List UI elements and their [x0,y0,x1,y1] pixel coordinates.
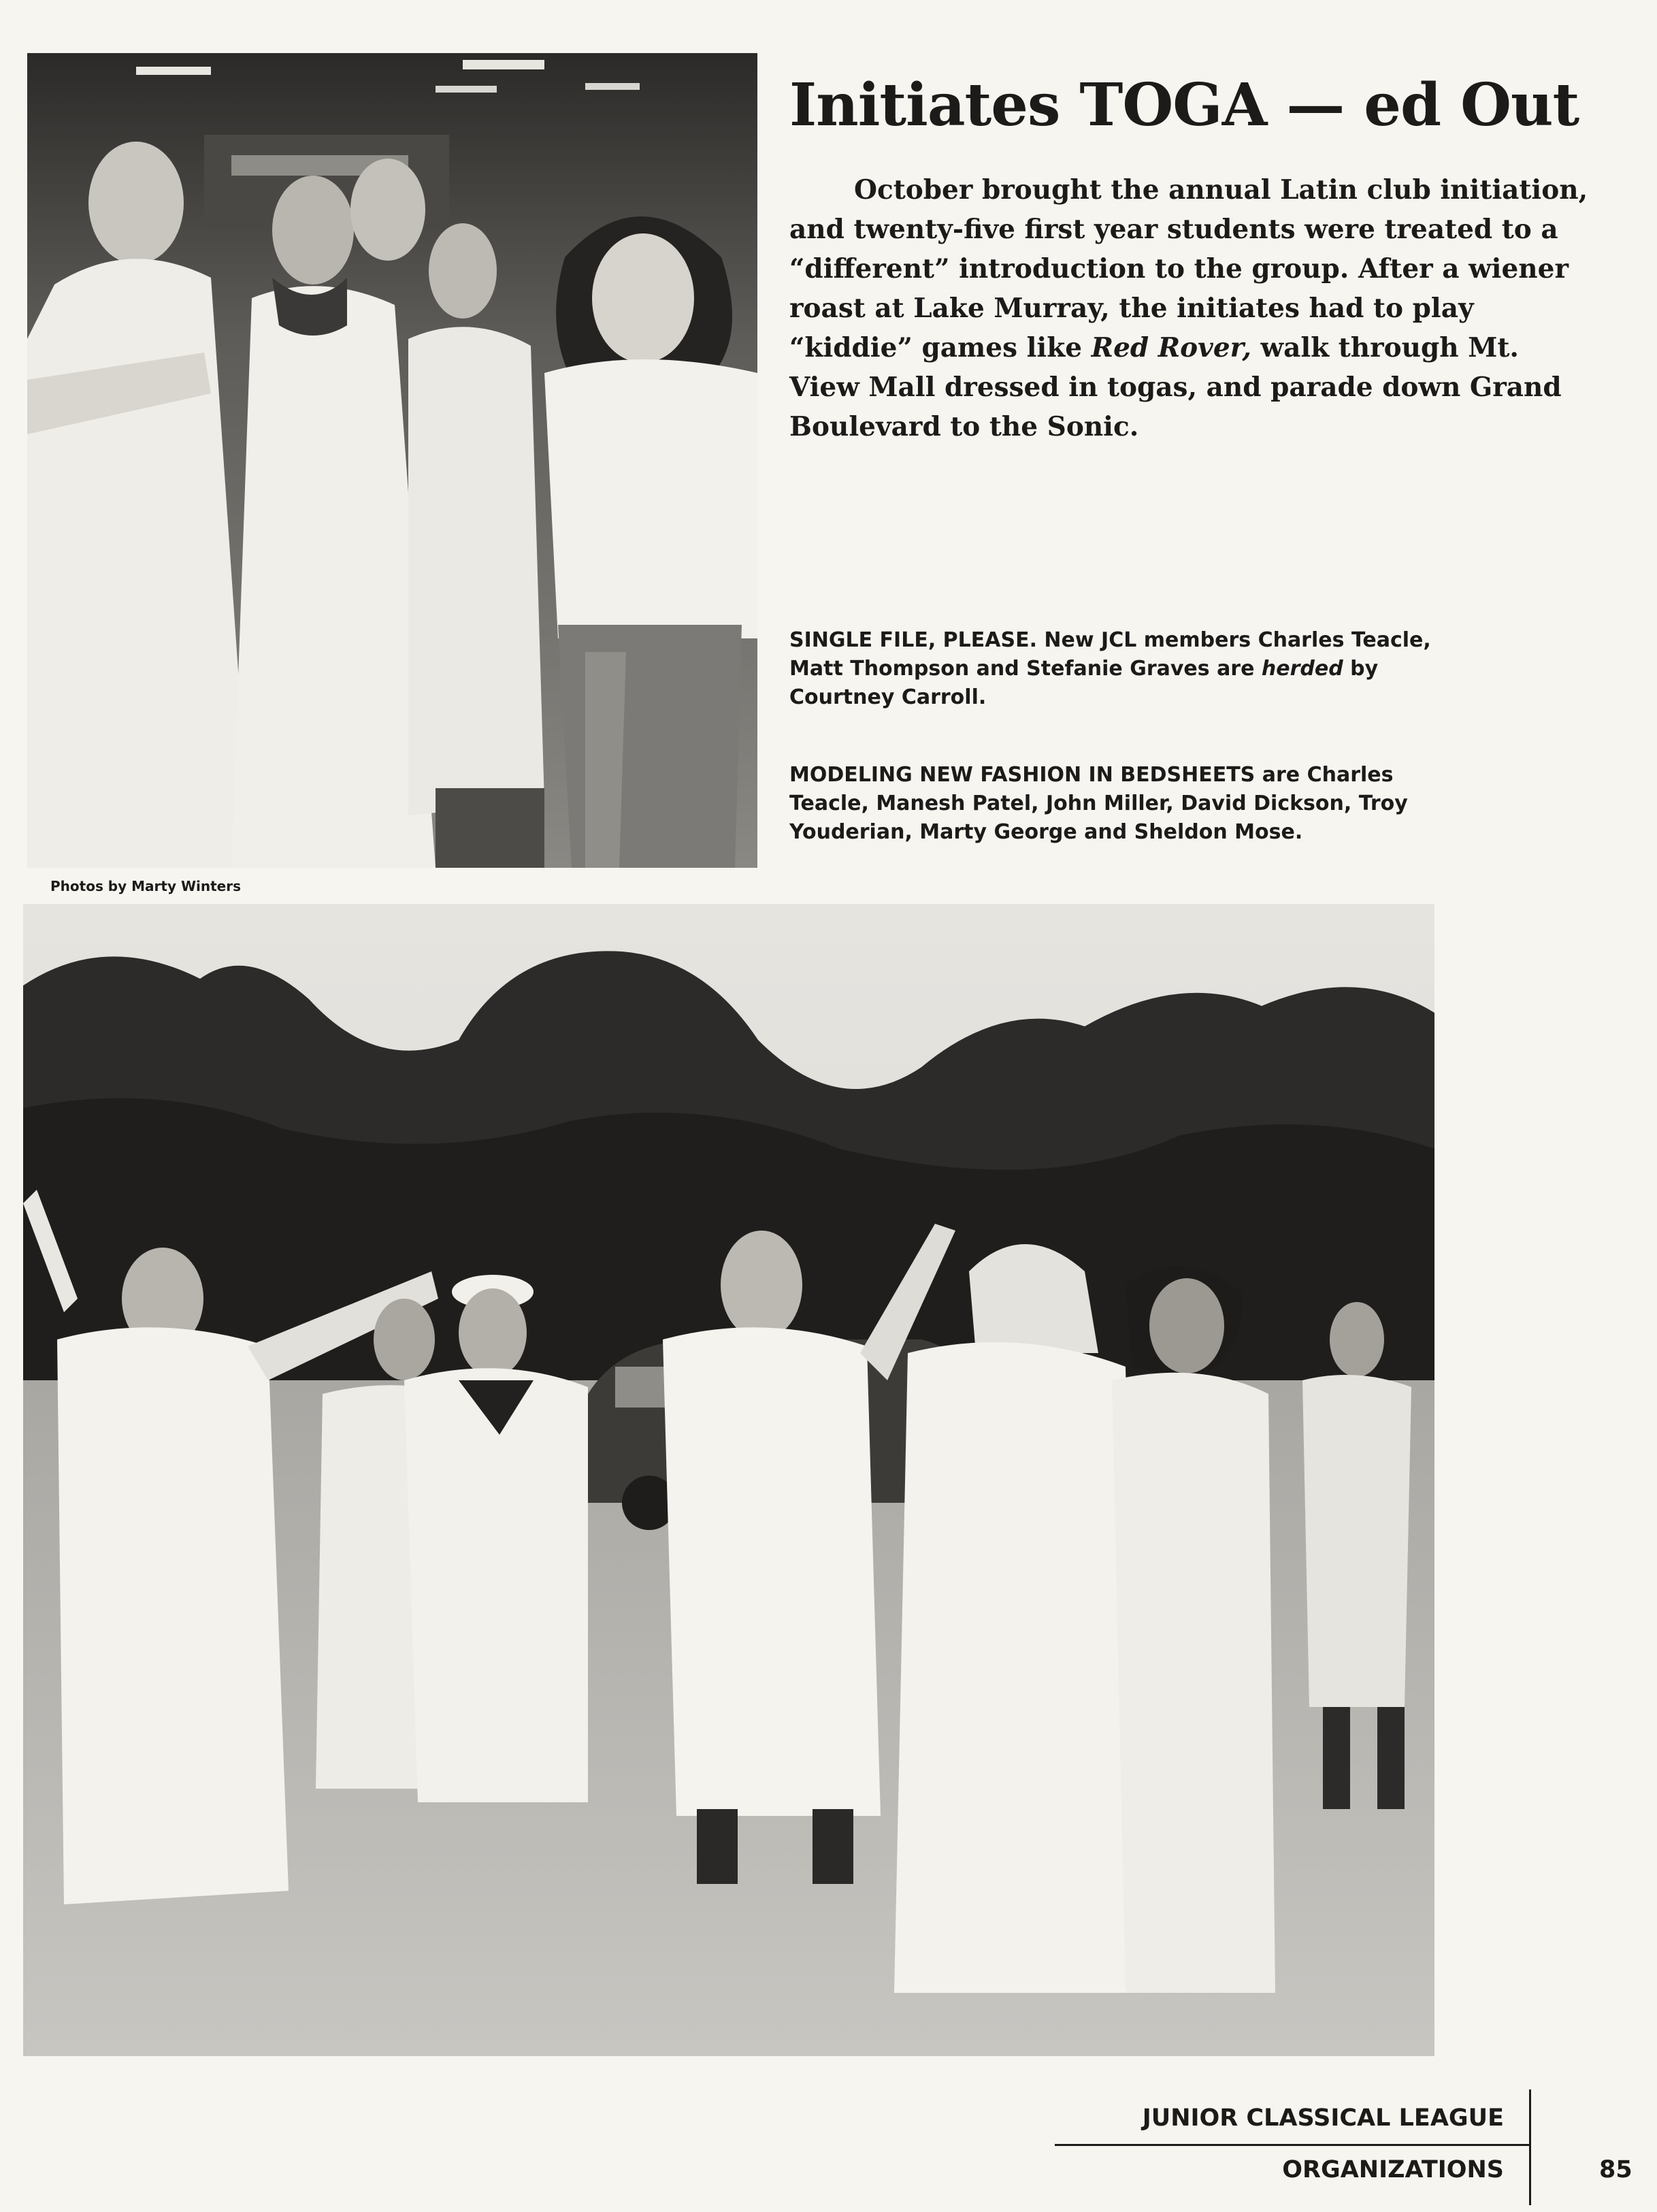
article-body [789,170,1592,446]
photo-credit: Photos by Marty Winters [50,878,241,894]
headline: Initiates TOGA — ed Out [789,71,1579,140]
caption-single-file [789,626,1443,712]
caption-text: New JCL members Charles Teacle, Matt Thompson and Stefanie Graves are [789,628,1431,681]
article-text-italic: Red Rover, [1091,332,1251,363]
article-text-end: walk through Mt. View Mall dressed in togas, and parade down Grand Boulevard to the Sonic. [789,332,1562,442]
photo-students-in-bedsheets [23,904,1434,2056]
caption-text: by Courtney Carroll. [789,657,1379,709]
photo-students-single-file [27,53,757,868]
footer-horizontal-rule [1055,2144,1531,2146]
footer-vertical-rule [1529,2089,1531,2205]
article-text-start: October brought the annual Latin club initiation, and twenty-five first year students were treated to a “different” introduction to the group. After a wiener roast at Lake Murray, the initiates had to play “kiddie” games like [789,174,1588,363]
page-footer [1055,2089,1640,2212]
caption-modeling-fashion [789,761,1443,847]
caption-lead: SINGLE FILE, PLEASE. [789,628,1037,652]
caption-italic: herded [1261,657,1343,681]
footer-section: ORGANIZATIONS [1282,2156,1504,2183]
caption-text: are Charles Teacle, Manesh Patel, John Miller, David Dickson, Troy Youderian, Marty George and Sheldon Mose. [789,763,1408,844]
page-number: 85 [1599,2156,1633,2183]
caption-lead: MODELING NEW FASHION IN BEDSHEETS [789,763,1256,787]
footer-section-title: JUNIOR CLASSICAL LEAGUE [1142,2104,1504,2132]
